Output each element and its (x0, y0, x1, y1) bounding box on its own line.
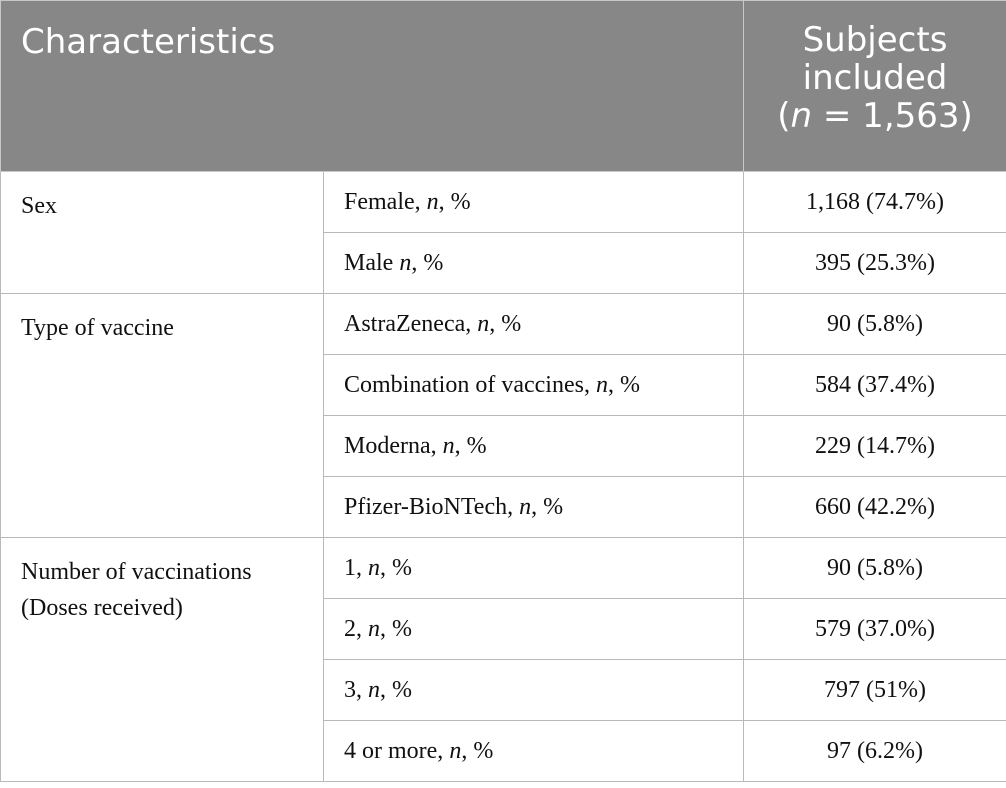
n-symbol: n (595, 371, 608, 398)
value-cell: 97 (6.2%) (744, 721, 1006, 782)
row-label-suffix: , % (380, 554, 412, 581)
value-cell: 90 (5.8%) (744, 294, 1006, 355)
value-cell: 584 (37.4%) (744, 355, 1006, 416)
category-cell (1, 172, 324, 294)
row-label: 2, (344, 615, 368, 642)
n-symbol: n (442, 432, 455, 459)
table-row (1, 172, 1006, 233)
row-label-suffix: , % (411, 249, 444, 276)
header-characteristics: Characteristics (1, 1, 744, 172)
header-subjects-included (744, 1, 1006, 172)
row-label-suffix: , % (461, 737, 494, 764)
category-label: Number of vaccinations (21, 559, 252, 585)
value-cell: 395 (25.3%) (744, 233, 1006, 294)
row-label-cell (324, 599, 744, 660)
category-cell (1, 538, 324, 782)
row-label-cell (324, 355, 744, 416)
value-cell: 660 (42.2%) (744, 477, 1006, 538)
table-row (1, 294, 1006, 355)
row-label-suffix: , % (489, 310, 522, 337)
row-label-suffix: , % (531, 493, 564, 520)
row-label-suffix: , % (380, 676, 412, 703)
row-label: 1, (344, 554, 368, 581)
row-label-cell (324, 172, 744, 233)
category-label: Sex (21, 193, 57, 219)
row-label-cell (324, 660, 744, 721)
n-symbol: n (426, 188, 439, 215)
row-label: AstraZeneca, (344, 310, 478, 337)
n-symbol: n (368, 676, 380, 703)
row-label: 4 or more, (344, 737, 450, 764)
n-symbol: n (449, 737, 462, 764)
header-n-value: = 1,563) (812, 96, 973, 136)
row-label: Moderna, (344, 432, 443, 459)
category-cell (1, 294, 324, 538)
row-label-cell (324, 294, 744, 355)
n-symbol: n (477, 310, 490, 337)
category-label: Type of vaccine (21, 315, 174, 341)
header-row (1, 1, 1006, 172)
row-label-cell (324, 538, 744, 599)
n-symbol: n (368, 554, 380, 581)
header-n-symbol: n (790, 96, 813, 136)
row-label-suffix: , % (454, 432, 487, 459)
row-label: Male (344, 249, 400, 276)
row-label: 3, (344, 676, 368, 703)
header-subjects-line1: Subjects (802, 20, 948, 60)
row-label-suffix: , % (438, 188, 471, 215)
value-cell: 229 (14.7%) (744, 416, 1006, 477)
value-cell: 579 (37.0%) (744, 599, 1006, 660)
row-label: Combination of vaccines, (344, 371, 596, 398)
row-label-suffix: , % (380, 615, 412, 642)
row-label-cell (324, 233, 744, 294)
value-cell: 797 (51%) (744, 660, 1006, 721)
header-paren-open: ( (777, 96, 791, 136)
table-row (1, 538, 1006, 599)
row-label: Female, (344, 188, 427, 215)
value-cell: 1,168 (74.7%) (744, 172, 1006, 233)
row-label-suffix: , % (607, 371, 640, 398)
n-symbol: n (368, 615, 380, 642)
header-subjects-line2: included (802, 58, 948, 98)
row-label-cell (324, 416, 744, 477)
n-symbol: n (399, 249, 412, 276)
row-label-cell (324, 721, 744, 782)
row-label: Pfizer-BioNTech, (344, 493, 520, 520)
category-label: (Doses received) (21, 595, 183, 621)
value-cell: 90 (5.8%) (744, 538, 1006, 599)
n-symbol: n (519, 493, 532, 520)
row-label-cell (324, 477, 744, 538)
